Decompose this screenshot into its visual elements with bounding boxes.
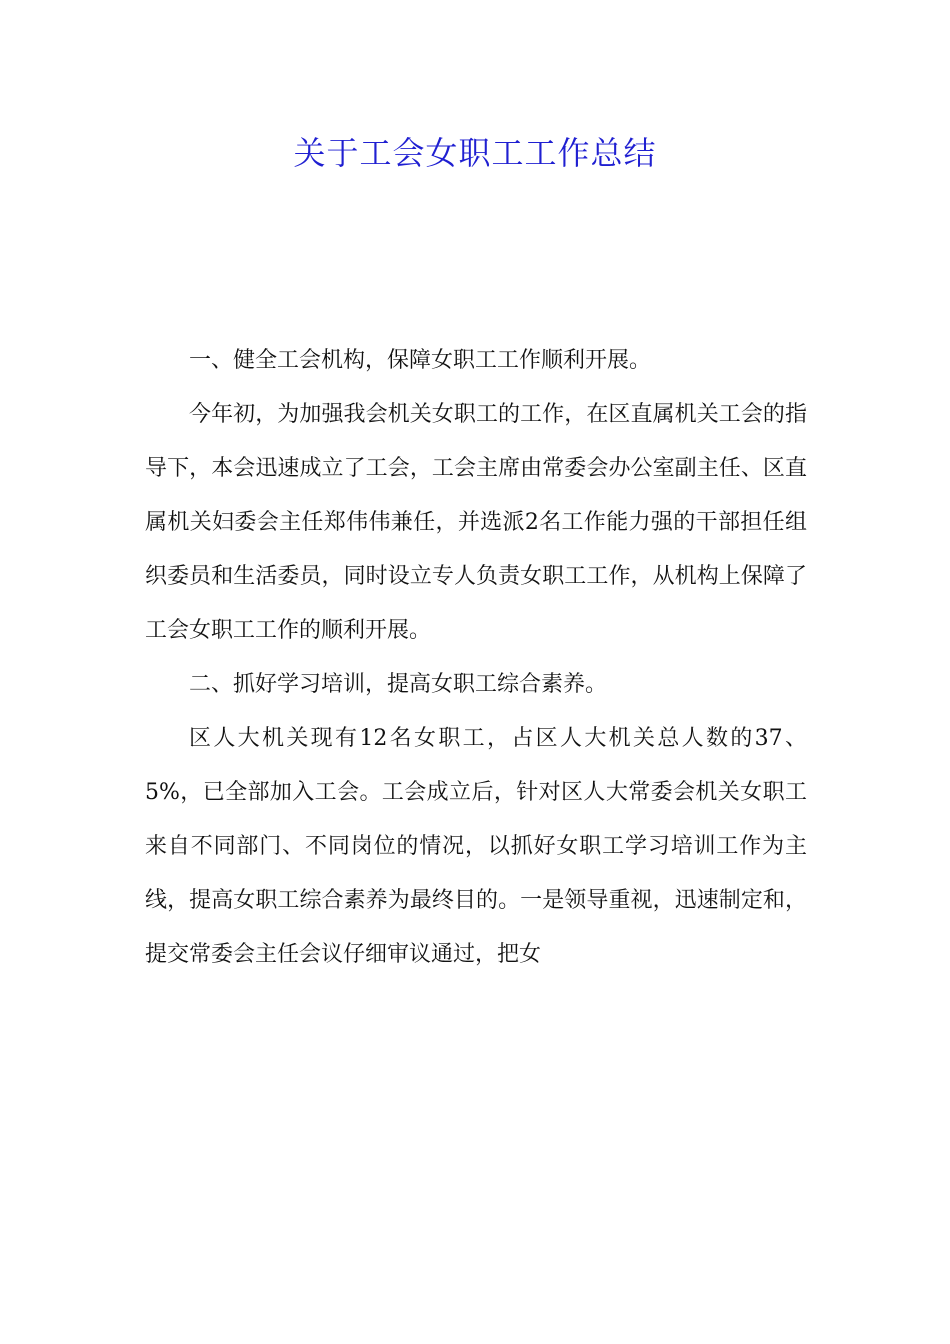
paragraph-section-one-content: 今年初，为加强我会机关女职工的工作，在区直属机关工会的指导下，本会迅速成立了工会，工会主席由常委会办公室副主任、区直属机关妇委会主任郑伟伟兼任，并选派2名工作能力强的干部担任组织委员和生活委员，同时设立专人负责女职工工作，从机构上保障了工会女职工工作的顺利开展。	[145, 402, 807, 643]
paragraph-section-two-heading: 二、抓好学习培训，提高女职工综合素养。	[189, 672, 608, 697]
document-body	[145, 334, 807, 982]
paragraph-section-two-content: 区人大机关现有12名女职工，占区人大机关总人数的37、5%，已全部加入工会。工会成立后，针对区人大常委会机关女职工来自不同部门、不同岗位的情况，以抓好女职工学习培训工作为主线，提高女职工综合素养为最终目的。一是领导重视，迅速制定和，提交常委会主任会议仔细审议通过，把女	[145, 726, 807, 967]
paragraph-section-one-heading: 一、健全工会机构，保障女职工工作顺利开展。	[189, 348, 652, 373]
document-title: 关于工会女职工工作总结	[293, 134, 657, 172]
